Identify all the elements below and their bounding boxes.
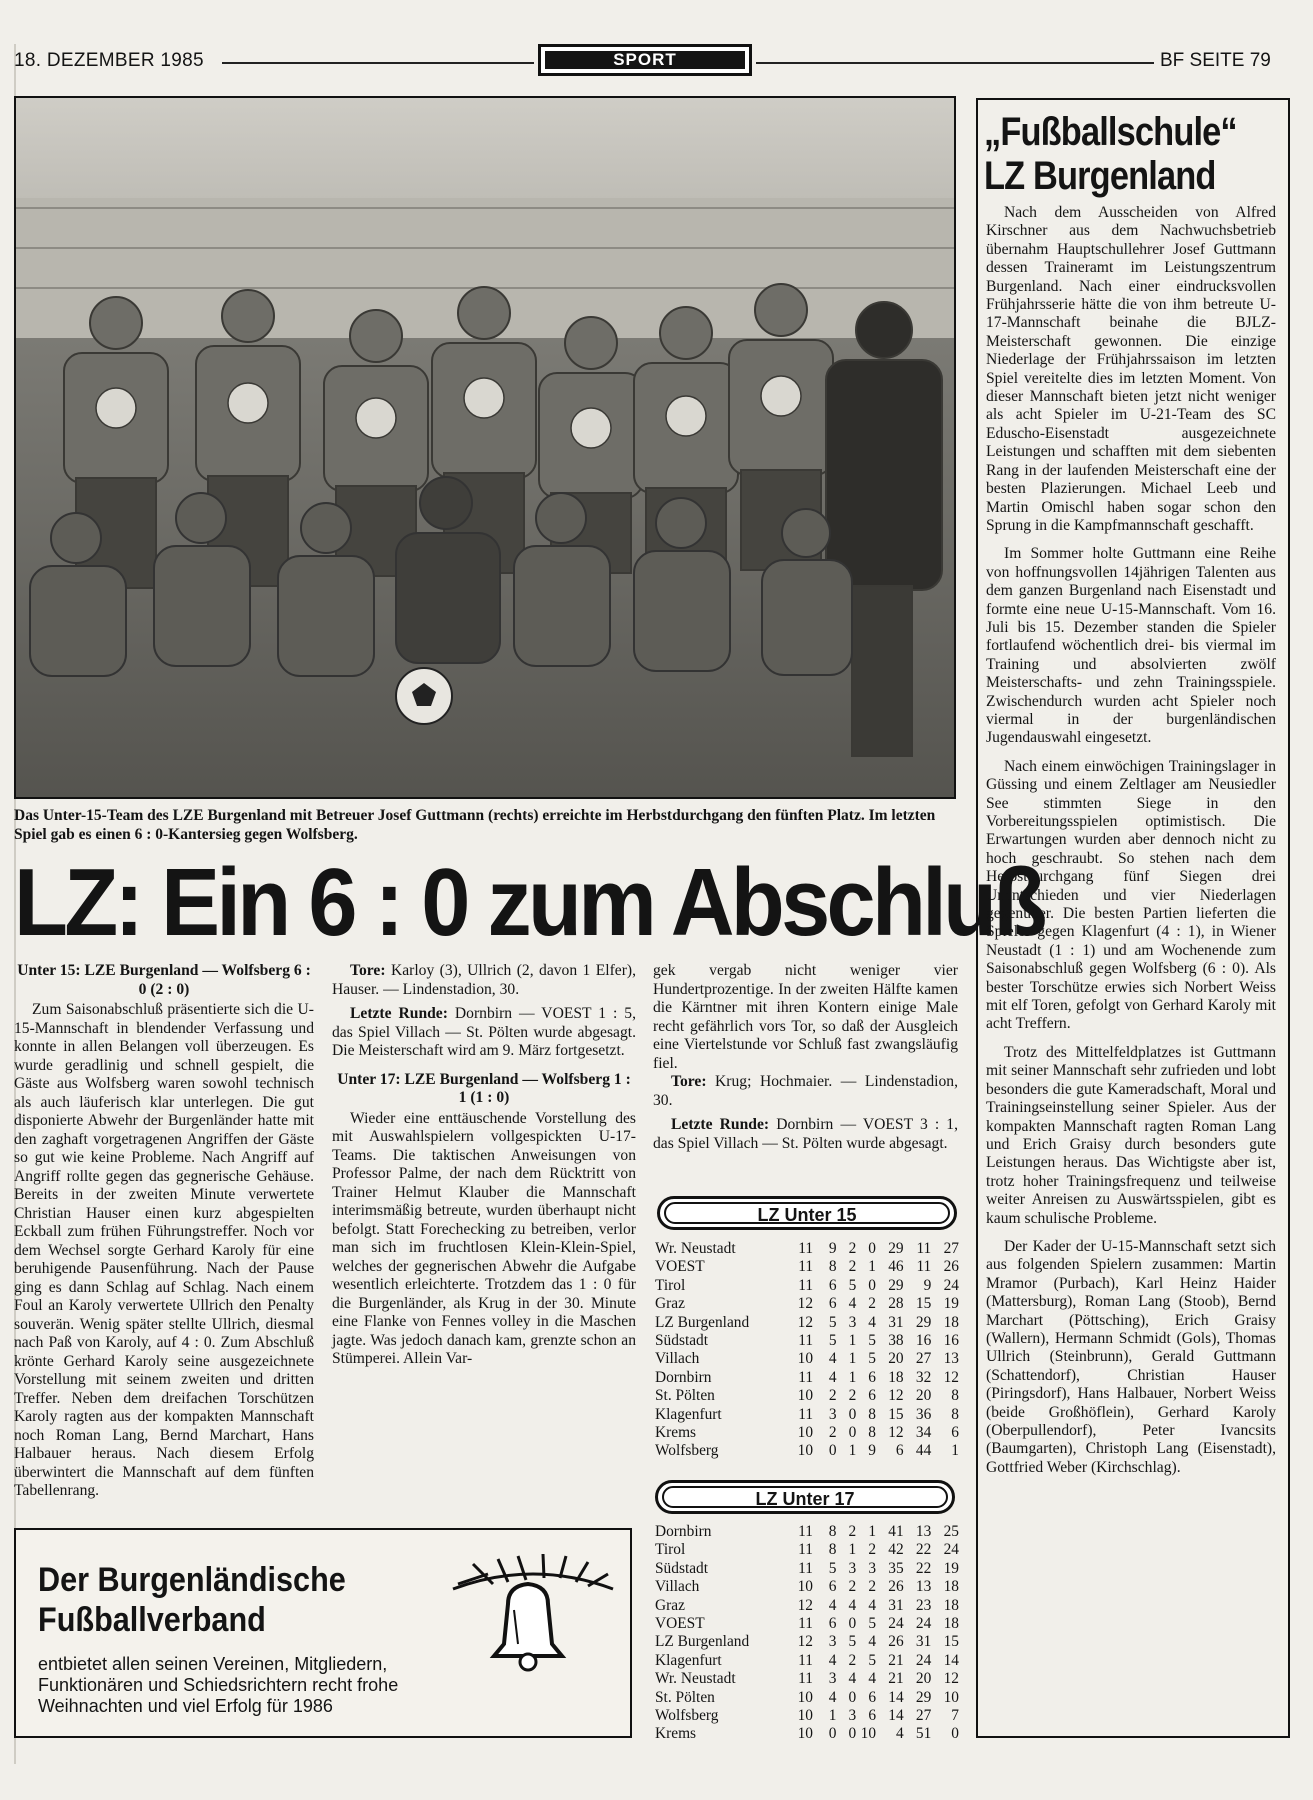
team-photo-illustration (16, 98, 954, 797)
standings-value: 12 (797, 1633, 813, 1651)
standings-value: 6 (868, 1688, 877, 1706)
standings-value: 8 (868, 1405, 876, 1423)
u15-match-report: Zum Saisonabschluß präsentierte sich die U-15-Mannschaft in blendender Verfassung und konnte in allen Belangen voll überzeugen. Es wurde geradlinig und schnell gespielt, die Gäste aus Wolfsberg waren sowohl technisch als auch läuferisch klar unterlegen. Die gut disponierte Abwehr der Burgenländer hatte mit den zaghaft vorgetragenen Angriffen der Gäste so gut wie keine Probleme. Nach Angriff auf Angriff rollte gegen das gegnerische Gehäuse. Bereits in der zweiten Minute verwertete Christian Hauser einen kurz abgespielten Eckball zum frühen Führungstreffer. Noch vor dem Wechsel sorgte Gerhard Karoly für eine beruhigende Pausenführung. Nach der Pause ging es dann Schlag auf Schlag. Nach einem Foul an Karoly verwertete Ullrich den Penalty souverän. Wenig später stellte Ullrich, diesmal nach Paß von Karoly, auf 4 : 0. Zum Abschluß krönte Gerhard Karoly seine ausgezeichnete Vorstellung mit seinem zweiten und dritten Treffer. Neben dem dreifachen Torschützen Karoly ragten aus der kompakten Mannschaft noch Roman Lang, Bernd Marchart, Hans Halbauer heraus. Nach diesem Erfolg überwintert die Mannschaft auf dem fünften Tabellenrang. (14, 1001, 314, 1499)
standings-value: 15 (915, 1295, 932, 1313)
u15-last-round-text: Dornbirn — VOEST 1 : 5, das Spiel Villach — St. Pölten wurde abgesagt. Die Meisterschaft wird am 9. März fortgesetzt. (332, 1005, 636, 1059)
standings-value: 1 (848, 1350, 857, 1368)
standings-value: 4 (868, 1670, 877, 1688)
standings-value: 26 (943, 1258, 959, 1276)
standings-value: 0 (848, 1405, 857, 1423)
standings-value: 13 (915, 1523, 932, 1540)
team-name: Graz (655, 1295, 685, 1313)
standings-value: 24 (943, 1276, 959, 1294)
standings-row (655, 1350, 959, 1368)
standings-value: 2 (868, 1295, 876, 1313)
standings-value: 31 (888, 1313, 904, 1331)
standings-value: 3 (868, 1559, 877, 1577)
standings-value: 0 (828, 1725, 837, 1743)
team-name: LZ Burgenland (655, 1633, 750, 1651)
standings-value: 1 (951, 1442, 959, 1460)
sidebar-paragraph: Der Kader der U-15-Mannschaft setzt sich aus folgenden Spielern zusammen: Martin Mramor (Purbach), Karl Heinz Haider (Mattersburg), Roman Lang (Stoob), Bernd Marchart (Pöttsching), Erich Graisy (Wallern), Hermann Schmidt (Gols), Thomas Ullrich (Steinbrunn), Gerald Guttmann (Schattendorf), Christian Hauser (Piringsdorf), Hans Halbauer, Norbert Weiss (beide Großhöflein), Gerhard Karoly (Oberpullendorf), Peter Ivancsits (Baumgarten), Christoph Lang (Eisenstadt), Gottfried Weber (Kirchschlag). (986, 1237, 1276, 1476)
team-name: Tirol (655, 1276, 686, 1294)
standings-value: 22 (915, 1541, 932, 1559)
sidebar-paragraph: Im Sommer holte Guttmann eine Reihe von hoffnungsvollen 14jährigen Talenten aus dem ganzen Burgenland nach Eisenstadt und formte eine neue U-15-Mannschaft. Vom 16. Juli bis 15. Dezember standen die Spieler fortlaufend wöchentlich drei- bis viermal im Training und absolvierten zwölf Meisterschafts- und zehn Trainingsspiele. Zwischendurch wurden acht Spieler noch viermal in der burgenländischen Jugendauswahl eingesetzt. (986, 545, 1276, 747)
standings-value: 8 (951, 1405, 959, 1423)
standings-value: 6 (828, 1615, 837, 1633)
standings-value: 9 (868, 1442, 876, 1460)
standings-value: 0 (828, 1442, 837, 1460)
u17-scorers-label: Tore: (671, 1073, 707, 1090)
standings-value: 24 (915, 1651, 932, 1669)
standings-value: 12 (943, 1368, 959, 1386)
standings-value: 3 (848, 1313, 857, 1331)
standings-value: 2 (848, 1578, 857, 1596)
standings-value: 41 (888, 1523, 904, 1540)
standings-value: 21 (888, 1651, 904, 1669)
standings-value: 31 (888, 1596, 904, 1614)
sidebar-paragraph: Trotz des Mittelfeldplatzes ist Guttmann mit seiner Mannschaft sehr zufrieden und lobt besonders die gute Kameradschaft, Moral und Trainingseinstellung seiner Spieler. Aus der kompakten Mannschaft ragten Roman Lang und Erich Graisy durch besonders gute Leistungen heraus. Das Wichtigste aber ist, trotz hoher Trainingsfrequenz und teilweise weiter Anreisen zu Auswärtsspielen, gibt es kaum schulische Probleme. (986, 1043, 1276, 1227)
article-column-2 (332, 962, 636, 1369)
standings-value: 6 (868, 1707, 877, 1725)
standings-value: 3 (848, 1559, 857, 1577)
page-number: BF SEITE 79 (1160, 50, 1271, 71)
standings-value: 24 (943, 1541, 959, 1559)
standings-value: 23 (915, 1596, 932, 1614)
standings-value: 1 (848, 1442, 857, 1460)
standings-value: 34 (915, 1424, 932, 1442)
standings-value: 36 (915, 1405, 932, 1423)
standings-value: 42 (888, 1541, 904, 1559)
standings-value: 4 (868, 1596, 877, 1614)
standings-value: 16 (943, 1332, 959, 1350)
standings-value: 29 (915, 1688, 932, 1706)
standings-value: 11 (798, 1523, 813, 1540)
standings-value: 51 (915, 1725, 932, 1743)
team-name: St. Pölten (655, 1688, 715, 1706)
u15-scorers (332, 962, 636, 999)
ad-title-line2: Fußballverband (38, 1601, 266, 1639)
team-name: Graz (655, 1596, 685, 1614)
standings-value: 8 (951, 1387, 959, 1405)
standings-value: 11 (916, 1240, 932, 1257)
standings-value: 10 (797, 1442, 814, 1460)
standings-value: 15 (888, 1405, 904, 1423)
standings-row (655, 1597, 959, 1615)
issue-date: 18. DEZEMBER 1985 (14, 50, 204, 71)
standings-row (655, 1670, 959, 1688)
u15-table-title: LZ Unter 15 (664, 1202, 950, 1224)
standings-value: 44 (915, 1442, 932, 1460)
standings-value: 18 (943, 1596, 959, 1614)
standings-value: 2 (828, 1387, 837, 1405)
standings-row (655, 1406, 959, 1424)
u17-scorers-text: Krug; Hochmaier. — Lindenstadion, 30. (653, 1073, 958, 1109)
article-column-1 (14, 962, 314, 1501)
standings-value: 11 (798, 1240, 814, 1257)
team-name: Krems (655, 1424, 697, 1442)
standings-value: 4 (895, 1725, 904, 1743)
u15-scorers-text: Karloy (3), Ullrich (2, davon 1 Elfer), Hauser. — Lindenstadion, 30. (332, 962, 636, 998)
standings-value: 20 (915, 1387, 932, 1405)
team-name: LZ Burgenland (655, 1313, 750, 1331)
standings-value: 25 (943, 1523, 959, 1540)
standings-value: 5 (828, 1332, 837, 1350)
standings-value: 24 (888, 1615, 904, 1633)
standings-value: 11 (798, 1615, 813, 1633)
team-name: Villach (655, 1578, 700, 1596)
u15-last-round-label: Letzte Runde: (350, 1005, 448, 1022)
standings-value: 14 (943, 1651, 959, 1669)
standings-row (655, 1541, 959, 1559)
standings-value: 5 (828, 1313, 837, 1331)
team-photo (14, 96, 956, 799)
u15-table-title-box (657, 1196, 957, 1230)
standings-row (655, 1560, 959, 1578)
standings-value: 29 (888, 1276, 904, 1294)
standings-value: 19 (943, 1295, 959, 1313)
standings-row (655, 1369, 959, 1387)
standings-row (655, 1523, 959, 1541)
standings-row (655, 1424, 959, 1442)
standings-value: 7 (951, 1707, 959, 1725)
standings-value: 26 (888, 1578, 904, 1596)
team-name: Krems (655, 1725, 697, 1743)
standings-value: 18 (943, 1578, 959, 1596)
standings-value: 31 (915, 1633, 932, 1651)
team-name: Wr. Neustadt (655, 1240, 736, 1257)
u17-table-title: LZ Unter 17 (662, 1486, 948, 1508)
standings-value: 4 (868, 1633, 877, 1651)
standings-value: 6 (868, 1387, 876, 1405)
standings-value: 12 (797, 1596, 813, 1614)
u17-match-report-part2: gek vergab nicht weniger vier Hundertprozentige. In der zweiten Hälfte kamen die Kärntner mit ihren Kontern einige Male recht gefährlich vors Tor, so daß der Ausgleich eine Viertelstunde vor Schluß fast zwangsläufig fiel. (653, 962, 958, 1072)
u17-match-report-part1: Wieder eine enttäuschende Vorstellung des mit Auswahlspielern vollgespickten U-17-Teams. Die taktischen Anweisungen von Professor Palme, der nach dem Rücktritt von Trainer Helmut Klauber die Mannschaft interimsmäßig betreute, wurden überhaupt nicht befolgt. Statt Forechecking zu betreiben, verlor man sich im fruchtlosen Klein-Klein-Spiel, welches der gegnerischen Abwehr die Aufgabe wesentlich erleichterte. Trotzdem das 1 : 0 für die Burgenländer, als Krug in der 30. Minute eine Flanke von Fennes volley in die Maschen jagte. Was jedoch danach kam, grenzte schon an Stümperei. Allein Var- (332, 1109, 636, 1367)
standings-value: 12 (888, 1424, 904, 1442)
standings-value: 12 (797, 1295, 814, 1313)
standings-value: 29 (915, 1313, 932, 1331)
standings-value: 5 (868, 1350, 876, 1368)
standings-value: 11 (798, 1276, 814, 1294)
standings-row (655, 1578, 959, 1596)
u17-last-round-text: Dornbirn — VOEST 3 : 1, das Spiel Villach — St. Pölten wurde abgesagt. (653, 1116, 959, 1152)
standings-value: 46 (888, 1258, 904, 1276)
standings-row (655, 1725, 959, 1743)
standings-value: 11 (798, 1651, 813, 1669)
standings-value: 5 (848, 1633, 857, 1651)
standings-value: 4 (828, 1688, 837, 1706)
standings-value: 20 (888, 1350, 904, 1368)
u17-standings-table (655, 1523, 959, 1744)
sidebar-title-line2: LZ Burgenland (984, 154, 1216, 198)
standings-value: 18 (943, 1615, 959, 1633)
ad-text: entbietet allen seinen Vereinen, Mitgliedern, Funktionären und Schiedsrichtern recht frohe Weihnachten und viel Erfolg für 1986 (38, 1654, 399, 1716)
standings-value: 0 (951, 1725, 959, 1743)
team-name: Klagenfurt (655, 1651, 722, 1669)
standings-value: 6 (868, 1368, 876, 1386)
standings-value: 13 (943, 1350, 959, 1368)
standings-value: 4 (848, 1670, 857, 1688)
standings-value: 2 (848, 1651, 857, 1669)
standings-value: 3 (828, 1405, 837, 1423)
standings-value: 6 (895, 1442, 904, 1460)
standings-value: 38 (888, 1332, 904, 1350)
standings-value: 5 (848, 1276, 857, 1294)
section-label-text: SPORT (545, 51, 745, 69)
u17-scorers (653, 1073, 958, 1110)
standings-value: 11 (798, 1559, 813, 1577)
standings-value: 4 (828, 1350, 837, 1368)
standings-value: 8 (828, 1541, 837, 1559)
article-column-3 (653, 962, 958, 1153)
article-headline: LZ: Ein 6 : 0 zum Abschluß (14, 849, 1044, 956)
team-name: St. Pölten (655, 1387, 715, 1405)
standings-value: 2 (828, 1424, 837, 1442)
team-name: Südstadt (655, 1332, 709, 1350)
standings-row (655, 1332, 959, 1350)
standings-value: 11 (798, 1368, 814, 1386)
standings-value: 14 (888, 1707, 904, 1725)
standings-value: 3 (848, 1707, 857, 1725)
standings-value: 4 (848, 1295, 857, 1313)
team-name: Wolfsberg (655, 1707, 719, 1725)
standings-value: 0 (848, 1725, 857, 1743)
standings-row (655, 1615, 959, 1633)
standings-value: 4 (868, 1313, 876, 1331)
standings-value: 1 (868, 1523, 877, 1540)
photo-caption: Das Unter-15-Team des LZE Burgenland mit Betreuer Josef Guttmann (rechts) erreichte im Herbstdurchgang den fünften Platz. Im letzten Spiel gab es einen 6 : 0-Kantersieg gegen Wolfsberg. (14, 807, 936, 843)
standings-value: 10 (797, 1578, 813, 1596)
standings-value: 11 (798, 1258, 814, 1276)
team-name: Wolfsberg (655, 1442, 719, 1460)
christmas-bell-icon (448, 1544, 618, 1684)
standings-value: 2 (868, 1578, 877, 1596)
standings-value: 12 (943, 1670, 959, 1688)
standings-value: 24 (915, 1615, 932, 1633)
sidebar-title (984, 110, 1242, 198)
sidebar-paragraph: Nach einem einwöchigen Trainingslager in Güssing und einem Zeltlager am Neusiedler See stimmten Siege in den Vorbereitungsspielen optimistisch. Die Erwartungen wurden aber dennoch nicht zu hoch geschraubt. So stehen nach dem Herbstdurchgang fünf Siegen drei Unentschieden und vier Niederlagen gegenüber. Die besten Partien lieferten die Spieler gegen Klagenfurt (4 : 1), in Wiener Neustadt (1 : 1) und am Wochenende zum Saisonabschluß gegen Wolfsberg (6 : 0). Als bester Torschütze erwies sich Norbert Weiss mit elf Toren, gefolgt von Gerhard Karoly mit acht Treffern. (986, 757, 1276, 1033)
standings-value: 1 (848, 1368, 857, 1386)
standings-value: 1 (848, 1332, 857, 1350)
standings-value: 5 (868, 1332, 876, 1350)
standings-value: 14 (888, 1688, 904, 1706)
standings-value: 0 (848, 1688, 857, 1706)
standings-value: 6 (951, 1424, 959, 1442)
section-label (538, 44, 752, 76)
standings-value: 10 (797, 1387, 814, 1405)
standings-value: 11 (916, 1258, 932, 1276)
standings-value: 10 (797, 1350, 814, 1368)
ad-title-line1: Der Burgenländische (38, 1561, 346, 1599)
standings-row (655, 1258, 959, 1276)
standings-value: 13 (915, 1578, 932, 1596)
standings-value: 0 (848, 1615, 857, 1633)
standings-value: 15 (943, 1633, 959, 1651)
standings-value: 0 (868, 1276, 876, 1294)
standings-row (655, 1707, 959, 1725)
u15-scorers-label: Tore: (350, 962, 386, 979)
standings-row (655, 1689, 959, 1707)
u17-table-title-box (655, 1480, 955, 1514)
standings-value: 8 (828, 1258, 837, 1276)
standings-value: 26 (888, 1633, 904, 1651)
standings-value: 19 (943, 1559, 959, 1577)
sidebar-text (986, 204, 1276, 1487)
u15-match-heading: Unter 15: LZE Burgenland — Wolfsberg 6 : 0 (2 : 0) (17, 962, 311, 998)
standings-row (655, 1277, 959, 1295)
standings-value: 4 (828, 1651, 837, 1669)
standings-value: 5 (868, 1651, 877, 1669)
standings-value: 12 (888, 1387, 904, 1405)
standings-value: 11 (798, 1670, 813, 1688)
standings-value: 3 (828, 1633, 837, 1651)
team-name: Villach (655, 1350, 700, 1368)
u17-last-round-label: Letzte Runde: (671, 1116, 770, 1133)
standings-value: 10 (797, 1424, 814, 1442)
standings-value: 11 (798, 1541, 813, 1559)
team-name: Klagenfurt (655, 1405, 722, 1423)
standings-value: 32 (915, 1368, 932, 1386)
standings-value: 0 (848, 1424, 857, 1442)
standings-row (655, 1652, 959, 1670)
standings-value: 21 (888, 1670, 904, 1688)
team-name: VOEST (655, 1615, 705, 1633)
standings-value: 1 (848, 1541, 857, 1559)
standings-value: 20 (915, 1670, 932, 1688)
standings-value: 11 (798, 1405, 814, 1423)
standings-value: 2 (848, 1240, 857, 1257)
standings-value: 18 (943, 1313, 959, 1331)
standings-value: 16 (915, 1332, 932, 1350)
standings-value: 18 (888, 1368, 904, 1386)
team-name: Dornbirn (655, 1368, 712, 1386)
ad-title (38, 1560, 346, 1640)
team-name: Wr. Neustadt (655, 1670, 736, 1688)
standings-value: 4 (828, 1368, 837, 1386)
standings-value: 2 (848, 1523, 857, 1540)
standings-value: 28 (888, 1295, 904, 1313)
standings-value: 4 (828, 1596, 837, 1614)
header-rule-left (222, 62, 534, 64)
standings-row (655, 1295, 959, 1313)
sidebar-title-line1: „Fußballschule“ (984, 110, 1237, 154)
standings-value: 4 (848, 1596, 857, 1614)
standings-value: 27 (915, 1350, 932, 1368)
standings-value: 6 (828, 1578, 837, 1596)
standings-row (655, 1240, 959, 1258)
standings-value: 1 (828, 1707, 837, 1725)
standings-value: 6 (828, 1295, 837, 1313)
standings-value: 10 (797, 1707, 813, 1725)
team-name: Südstadt (655, 1559, 709, 1577)
standings-value: 6 (828, 1276, 837, 1294)
standings-value: 9 (923, 1276, 932, 1294)
standings-value: 5 (868, 1615, 877, 1633)
standings-value: 27 (915, 1707, 932, 1725)
standings-row (655, 1314, 959, 1332)
standings-value: 9 (828, 1240, 837, 1257)
standings-value: 0 (868, 1240, 876, 1257)
standings-value: 27 (943, 1240, 959, 1257)
u17-last-round (653, 1116, 958, 1153)
standings-value: 1 (868, 1258, 876, 1276)
standings-value: 2 (848, 1387, 857, 1405)
standings-value: 35 (888, 1559, 904, 1577)
standings-value: 5 (828, 1559, 837, 1577)
standings-value: 8 (828, 1523, 837, 1540)
standings-value: 12 (797, 1313, 814, 1331)
sidebar-paragraph: Nach dem Ausscheiden von Alfred Kirschner aus dem Nachwuchsbetrieb übernahm Hauptschullehrer Josef Guttmann dessen Traineramt im Leistungszentrum Burgenland. Nach einer eindrucksvollen Frühjahrsserie hätte die von ihm betreute U-17-Mannschaft beinahe die BJLZ-Meisterschaft gewonnen. Die einzige Niederlage der Frühjahrssaison im letzten Spiel vereitelte dies im letzten Moment. Von dieser Mannschaft bieten jetzt nicht weniger als acht Spieler im U-21-Team des SC Eduscho-Eisenstadt ausgezeichnete Leistungen und schafften mit dem siebenten Rang in der laufenden Meisterschaft eine der besten Plazierungen. Michael Leeb und Martin Omischl haben sogar schon den Sprung in die Kampfmannschaft geschafft. (986, 204, 1276, 534)
standings-row (655, 1442, 959, 1460)
standings-value: 10 (797, 1688, 813, 1706)
standings-value: 11 (798, 1332, 814, 1350)
standings-value: 3 (828, 1670, 837, 1688)
u15-standings-table (655, 1240, 959, 1461)
standings-value: 10 (797, 1725, 813, 1743)
u17-match-heading: Unter 17: LZE Burgenland — Wolfsberg 1 : 1 (1 : 0) (337, 1070, 631, 1106)
standings-value: 2 (868, 1541, 877, 1559)
standings-value: 22 (915, 1559, 932, 1577)
standings-value: 10 (860, 1725, 877, 1743)
standings-row (655, 1633, 959, 1651)
team-name: Dornbirn (655, 1523, 712, 1540)
standings-value: 2 (848, 1258, 857, 1276)
standings-value: 10 (943, 1688, 959, 1706)
team-name: Tirol (655, 1541, 686, 1559)
standings-value: 29 (888, 1240, 904, 1257)
team-name: VOEST (655, 1258, 705, 1276)
standings-value: 8 (868, 1424, 876, 1442)
u15-last-round (332, 1005, 636, 1061)
standings-row (655, 1387, 959, 1405)
header-rule-right (756, 62, 1154, 64)
